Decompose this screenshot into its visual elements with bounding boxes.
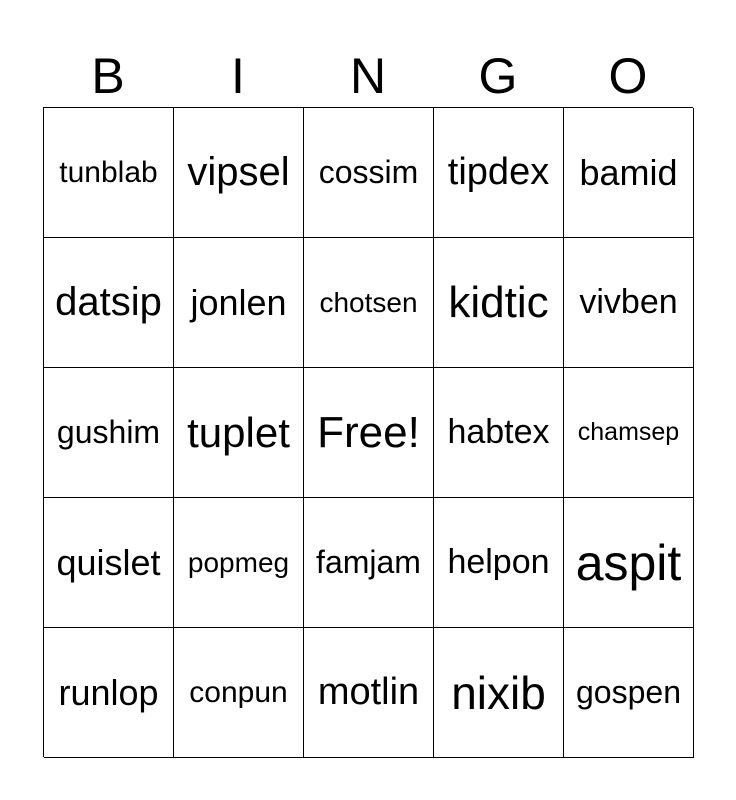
- bingo-cell[interactable]: chotsen: [304, 238, 434, 368]
- bingo-grid: [43, 107, 693, 757]
- bingo-cell[interactable]: gospen: [564, 628, 694, 758]
- bingo-cell[interactable]: famjam: [304, 498, 434, 628]
- bingo-header: [43, 44, 693, 108]
- bingo-cell[interactable]: gushim: [44, 368, 174, 498]
- bingo-cell[interactable]: tunblab: [44, 108, 174, 238]
- bingo-cell[interactable]: vipsel: [174, 108, 304, 238]
- bingo-cell[interactable]: tuplet: [174, 368, 304, 498]
- bingo-cell[interactable]: jonlen: [174, 238, 304, 368]
- bingo-cell[interactable]: vivben: [564, 238, 694, 368]
- header-letter-o: O: [608, 48, 648, 104]
- bingo-cell[interactable]: nixib: [434, 628, 564, 758]
- header-letter-g: G: [478, 48, 518, 104]
- bingo-cell[interactable]: popmeg: [174, 498, 304, 628]
- bingo-cell[interactable]: bamid: [564, 108, 694, 238]
- bingo-cell[interactable]: helpon: [434, 498, 564, 628]
- bingo-cell[interactable]: tipdex: [434, 108, 564, 238]
- bingo-cell[interactable]: kidtic: [434, 238, 564, 368]
- bingo-cell[interactable]: conpun: [174, 628, 304, 758]
- bingo-cell[interactable]: quislet: [44, 498, 174, 628]
- free-space-cell[interactable]: Free!: [304, 368, 434, 498]
- bingo-cell[interactable]: chamsep: [564, 368, 694, 498]
- bingo-cell[interactable]: habtex: [434, 368, 564, 498]
- bingo-cell[interactable]: motlin: [304, 628, 434, 758]
- bingo-cell[interactable]: cossim: [304, 108, 434, 238]
- bingo-cell[interactable]: aspit: [564, 498, 694, 628]
- bingo-cell[interactable]: datsip: [44, 238, 174, 368]
- header-letter-n: N: [349, 48, 387, 104]
- header-letter-i: I: [231, 48, 245, 104]
- header-letter-b: B: [91, 48, 125, 104]
- bingo-cell[interactable]: runlop: [44, 628, 174, 758]
